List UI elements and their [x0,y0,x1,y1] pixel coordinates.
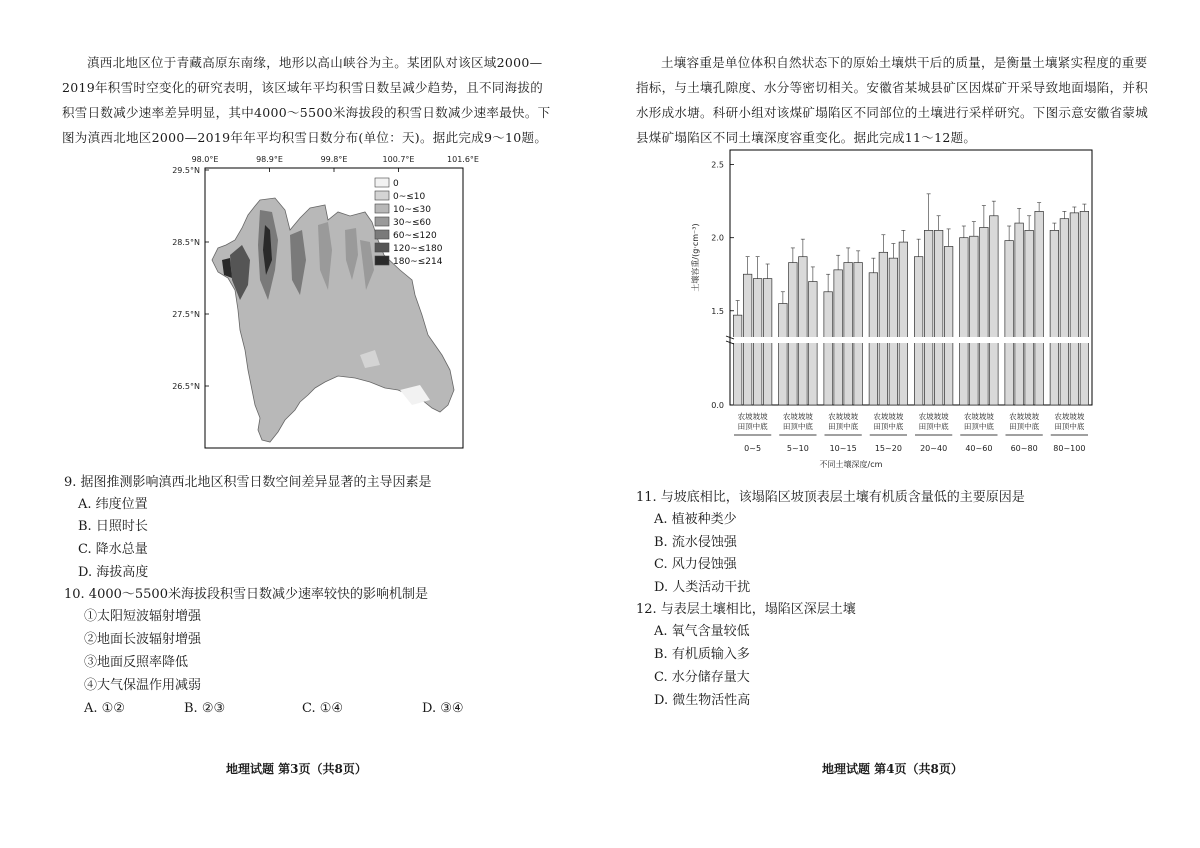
q12-option-c[interactable]: C. 水分储存量大 [654,670,750,685]
q11-option-c[interactable]: C. 风力侵蚀强 [654,557,737,572]
map-lat-label: 26.5°N [172,382,200,391]
map-lat-label: 27.5°N [172,310,200,319]
map-lon-label: 98.0°E [191,155,219,164]
chart-position-label-line2: 田顶中底 [963,422,994,431]
chart-bar [934,230,943,405]
q10-option-b[interactable]: B. ②③ [184,701,226,716]
chart-category-label: 15~20 [874,444,902,453]
chart-bar [1050,230,1059,405]
chart-position-label-line2: 田顶中底 [782,422,813,431]
map-legend-label: 180~≤214 [393,257,443,267]
chart-bar [799,257,808,405]
map-legend-swatch [375,178,389,187]
chart-bar [944,246,953,405]
chart-bar [1025,230,1034,405]
chart-bar [1015,223,1024,405]
chart-position-label-line1: 农坡坡坡 [828,412,859,421]
chart-bar [879,252,888,405]
chart-position-label-line1: 农坡坡坡 [1009,412,1040,421]
map-legend-label: 60~≤120 [393,231,437,241]
chart-category-label: 80~100 [1053,444,1086,453]
q11-option-b[interactable]: B. 流水侵蚀强 [654,535,737,550]
chart-bar [1005,241,1014,405]
q12-option-b[interactable]: B. 有机质输入多 [654,647,750,662]
chart-y-tick-label: 2.0 [711,233,724,243]
chart-bar [824,292,833,405]
q10-item-3: ③地面反照率降低 [84,655,189,670]
chart-position-label-line1: 农坡坡坡 [873,412,904,421]
map-legend [375,178,443,267]
chart-position-label-line2: 田顶中底 [737,422,768,431]
chart-bar [960,238,969,405]
chart-position-label-line2: 田顶中底 [873,422,904,431]
chart-axis-break [731,337,1091,343]
map-lon-label: 98.9°E [256,155,283,164]
q10-item-1: ①太阳短波辐射增强 [84,609,202,624]
map-legend-swatch [375,217,389,226]
map-lon-label: 100.7°E [382,155,415,164]
chart-position-label-line2: 田顶中底 [1054,422,1085,431]
q11-option-d[interactable]: D. 人类活动干扰 [654,580,751,595]
soil-density-chart [680,145,1100,475]
q9-option-a[interactable]: A. 纬度位置 [78,497,148,512]
chart-category-label: 60~80 [1010,444,1038,453]
chart-position-label-line1: 农坡坡坡 [737,412,768,421]
chart-bar [980,227,989,405]
chart-y-tick-label: 1.5 [711,306,724,316]
chart-category-label: 5~10 [786,444,809,453]
left-intro-paragraph: 滇西北地区位于青藏高原东南缘，地形以高山峡谷为主。某团队对该区域2000—2019年积雪时空变化的研究表明，该区域年平均积雪日数呈减少趋势，且不同海拔的积雪日数减少速率差异明显，其中4000～5500米海拔段的积雪日数减少速率最快。下图为滇西北地区2000—2019年年平均积雪日数分布(单位：天)。据此完成9～10题。 [62,55,551,145]
chart-category-label: 40~60 [965,444,993,453]
q10-stem: 10. 4000～5500米海拔段积雪日数减少速率较快的影响机制是 [64,587,428,602]
q12-option-d[interactable]: D. 微生物活性高 [654,693,751,708]
q10-item-4: ④大气保温作用减弱 [84,678,202,693]
chart-position-label-line1: 农坡坡坡 [963,412,994,421]
map-lon-label: 101.6°E [447,155,479,164]
q11-stem: 11. 与坡底相比，该塌陷区坡顶表层土壤有机质含量低的主要原因是 [636,490,1025,505]
chart-position-label-line1: 农坡坡坡 [782,412,813,421]
chart-position-label-line1: 农坡坡坡 [918,412,949,421]
q9-option-d[interactable]: D. 海拔高度 [78,565,149,580]
q9-option-c[interactable]: C. 降水总量 [78,542,148,557]
q10-option-c[interactable]: C. ①④ [302,701,344,716]
map-legend-swatch [375,243,389,252]
chart-bar [889,258,898,405]
chart-bar [789,263,798,405]
chart-position-label-line2: 田顶中底 [828,422,859,431]
q11-option-a[interactable]: A. 植被种类少 [654,512,737,527]
map-legend-label: 0~≤10 [393,192,426,202]
chart-position-label-line2: 田顶中底 [918,422,949,431]
right-page-footer: 地理试题 第4页（共8页） [822,762,963,776]
q12-option-a[interactable]: A. 氧气含量较低 [654,624,750,639]
chart-category-label: 0~5 [744,444,762,453]
chart-bar [970,236,979,405]
chart-bar [1035,211,1044,405]
map-lon-label: 99.8°E [320,155,348,164]
map-legend-label: 30~≤60 [393,218,431,228]
chart-category-label: 10~15 [829,444,857,453]
q10-option-a[interactable]: A. ①② [84,701,125,716]
q9-stem: 9. 据图推测影响滇西北地区积雪日数空间差异显著的主导因素是 [64,475,432,490]
chart-bar [990,216,999,405]
chart-bar [1060,219,1069,405]
map-legend-label: 10~≤30 [393,205,431,215]
map-lat-label: 28.5°N [172,238,200,247]
chart-y-axis-label: 土壤容重/(g·cm⁻³) [691,223,700,292]
map-legend-swatch [375,204,389,213]
q12-stem: 12. 与表层土壤相比，塌陷区深层土壤 [636,602,856,617]
map-legend-swatch [375,256,389,265]
chart-bar [1080,211,1089,405]
chart-position-label-line1: 农坡坡坡 [1054,412,1085,421]
chart-y-tick-label: 0.0 [711,401,724,410]
map-legend-swatch [375,230,389,239]
snow-days-map [160,150,500,450]
q10-item-2: ②地面长波辐射增强 [84,632,202,647]
q9-option-b[interactable]: B. 日照时长 [78,519,148,534]
chart-bar [733,315,742,405]
chart-bar [899,242,908,405]
chart-position-label-line2: 田顶中底 [1009,422,1040,431]
map-lat-label: 29.5°N [172,166,200,175]
q10-option-d[interactable]: D. ③④ [422,701,464,716]
chart-bar [844,263,853,405]
chart-y-tick-label: 2.5 [711,160,724,170]
chart-category-label: 20~40 [920,444,948,453]
chart-bar [854,263,863,405]
chart-bar [809,282,818,405]
chart-bar [1070,213,1079,405]
chart-bar [914,257,923,405]
chart-bar [924,230,933,405]
left-page-footer: 地理试题 第3页（共8页） [226,762,367,776]
map-legend-label: 0 [393,179,399,189]
chart-x-axis-label: 不同土壤深度/cm [819,460,883,469]
chart-bar [779,303,788,405]
map-legend-swatch [375,191,389,200]
map-legend-label: 120~≤180 [393,244,443,254]
right-intro-paragraph: 土壤容重是单位体积自然状态下的原始土壤烘干后的质量，是衡量土壤紧实程度的重要指标，与土壤孔隙度、水分等密切相关。安徽省某城县矿区因煤矿开采导致地面塌陷，并积水形成水塘。科研小组对该煤矿塌陷区不同部位的土壤进行采样研究。下图示意安徽省蒙城县煤矿塌陷区不同土壤深度容重变化。据此完成11～12题。 [636,55,1149,145]
